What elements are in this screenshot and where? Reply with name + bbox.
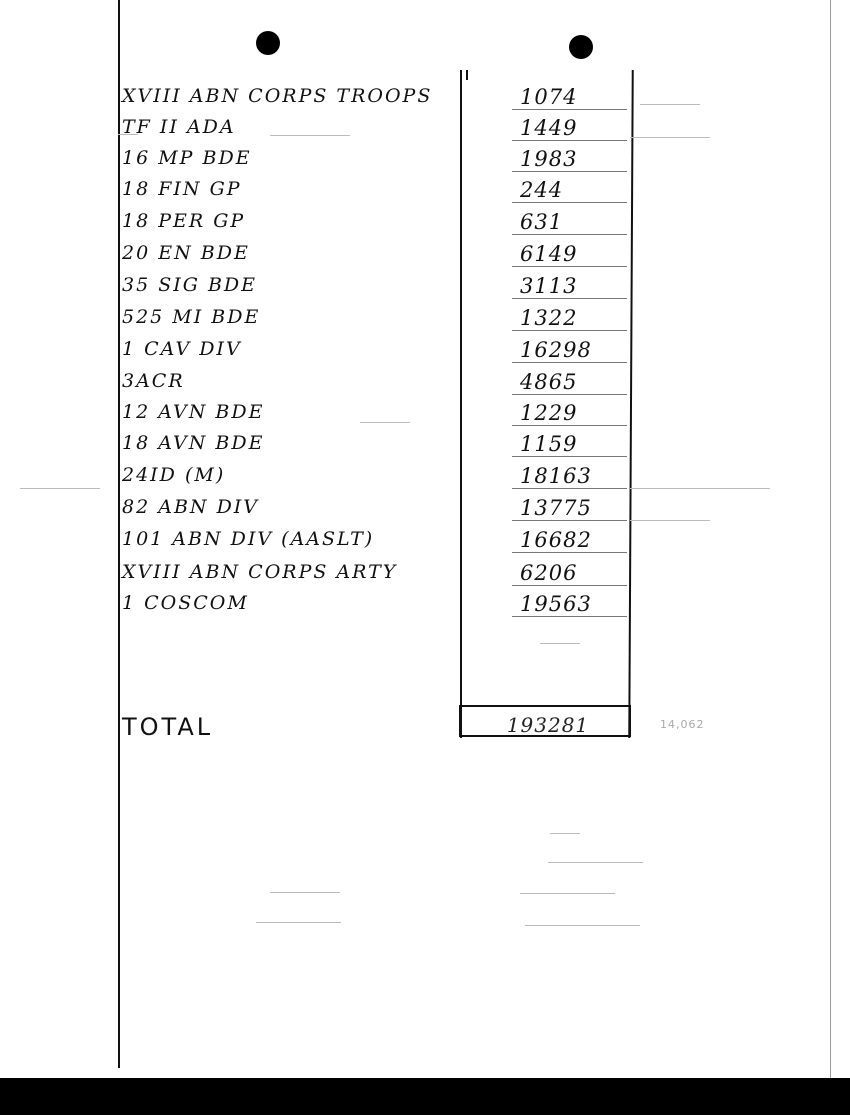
unit-value: 1074 (512, 85, 627, 110)
unit-name: 35 SIG BDE (122, 274, 258, 296)
table-row (0, 85, 850, 115)
faint-mark (548, 862, 643, 863)
unit-value: 19563 (512, 592, 627, 617)
scan-bottom-border (0, 1078, 850, 1115)
unit-name: 101 ABN DIV (AASLT) (122, 528, 375, 550)
total-value: 193281 (506, 713, 590, 737)
unit-name: 525 MI BDE (122, 306, 261, 328)
table-row (0, 401, 850, 431)
table-row (0, 528, 850, 558)
unit-value: 4865 (512, 370, 627, 395)
unit-value: 6206 (512, 561, 627, 586)
unit-value: 18163 (512, 464, 627, 489)
unit-value: 1322 (512, 306, 627, 331)
margin-note: 14,062 (660, 718, 705, 731)
table-row (0, 338, 850, 368)
table-row (0, 496, 850, 526)
table-row (0, 274, 850, 304)
faint-mark (256, 922, 341, 923)
unit-name: 3ACR (122, 370, 185, 392)
unit-name: TF II ADA (122, 116, 236, 138)
punch-hole-left (256, 31, 280, 55)
unit-name: 20 EN BDE (122, 242, 250, 264)
page-right-edge (830, 0, 850, 1078)
faint-mark (525, 925, 640, 926)
table-row (0, 561, 850, 591)
table-row (0, 147, 850, 177)
table-row (0, 210, 850, 240)
unit-name: 18 PER GP (122, 210, 246, 232)
faint-mark (520, 893, 615, 894)
total-label: TOTAL (122, 713, 214, 741)
unit-value: 16682 (512, 528, 627, 553)
unit-name: 16 MP BDE (122, 147, 252, 169)
punch-hole-right (569, 35, 593, 59)
faint-mark (270, 892, 340, 893)
table-row (0, 370, 850, 400)
unit-name: 1 COSCOM (122, 592, 249, 614)
unit-value: 631 (512, 210, 627, 235)
unit-value: 16298 (512, 338, 627, 363)
table-row (0, 464, 850, 494)
unit-name: 82 ABN DIV (122, 496, 260, 518)
unit-name: 18 FIN GP (122, 178, 242, 200)
unit-value: 244 (512, 178, 627, 203)
table-row (0, 306, 850, 336)
unit-value: 13775 (512, 496, 627, 521)
faint-mark (540, 643, 580, 644)
table-row (0, 592, 850, 622)
unit-value: 1449 (512, 116, 627, 141)
value-column-tick (466, 70, 468, 80)
unit-value: 1229 (512, 401, 627, 426)
table-row (0, 432, 850, 462)
unit-name: 24ID (M) (122, 464, 226, 486)
unit-name: 12 AVN BDE (122, 401, 265, 423)
table-row (0, 178, 850, 208)
table-row (0, 242, 850, 272)
unit-name: XVIII ABN CORPS TROOPS (122, 85, 433, 107)
unit-name: 1 CAV DIV (122, 338, 242, 360)
unit-value: 3113 (512, 274, 627, 299)
faint-mark (550, 833, 580, 834)
unit-value: 6149 (512, 242, 627, 267)
unit-value: 1983 (512, 147, 627, 172)
table-row (0, 116, 850, 146)
unit-name: 18 AVN BDE (122, 432, 265, 454)
unit-value: 1159 (512, 432, 627, 457)
unit-name: XVIII ABN CORPS ARTY (122, 561, 398, 583)
